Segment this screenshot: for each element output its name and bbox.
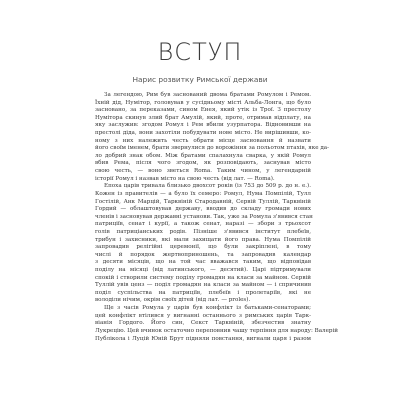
- text-line: трибун і захисники, які мали захищати його права. Нума Помпілій: [95, 236, 311, 243]
- text-line: голів патриціанських родів. Пізніше з'явився інститут плебеїв,: [95, 228, 311, 235]
- text-line: членів і засновував державні установи. Так, уже за Ромула з'явився стан: [95, 213, 313, 220]
- text-line: Їхній дід, Нумітор, головував у сусідньому місті Альба-Лонга, що було: [95, 99, 311, 106]
- body-text: [95, 92, 339, 343]
- text-line: Лукрецію. Цей вчинок остаточно переповнив чашу терпіння для народу: Валерій: [95, 327, 339, 334]
- text-line: засновано, за переказами, сином Енея, який утік із Трої. З престолу: [95, 107, 311, 114]
- text-line: Гостілій, Анк Марцій, Тарквіній Стародавній, Сервій Туллій, Тарквіній: [95, 198, 311, 205]
- text-line: поділ суспільства на патриціїв, плебеїв і пролетаріїв, які не: [95, 289, 311, 296]
- text-line: Ще з часів Ромула у царів був конфлікт із батьками-сенаторами;: [104, 305, 311, 312]
- text-line: запровадив релігійні церемонії, що були закріплені, в тому: [95, 244, 311, 251]
- text-line: За легендою, Рим був заснований двома братами Ромулом і Ремом.: [104, 92, 311, 98]
- text-line: Гордий — облаштовував державу, вводив до складу громади нових: [95, 206, 311, 213]
- text-line: ло добрий знак обом. Між братами спалахнула сварка, у якій Ромул: [95, 152, 311, 159]
- text-line: володіли нічим, окрім своїх дітей (від лат. — proles).: [95, 297, 251, 304]
- text-line: Публікола і Луцій Юній Брут підняли повстання, вигнали царя і разом: [95, 335, 311, 342]
- text-line: числі й порядок жертвоприношень, та запровадив календар: [95, 251, 311, 258]
- paragraph-1: [95, 92, 330, 183]
- text-line: патриціїв, сенат і курії, а також сенат, наразі — збори з трьохсот: [95, 221, 311, 228]
- text-line: престолі діда, вони захотіли побудувати нове місто. Не вирішивши, ко-: [95, 130, 311, 137]
- text-line: історії Ромул і назвав місто на свою честь (від лат. — Roma).: [95, 175, 275, 182]
- text-line: яку заслужив: згодом Ромул і Рем вбили узурпатора. Відновивши на: [95, 122, 311, 129]
- text-line: з десяти місяців, що на той час вважався таким, що відповідав: [95, 259, 311, 266]
- text-line: поділу на місяці (від латинського, — десятий). Царі підтримували: [95, 267, 311, 274]
- chapter-title: ВСТУП: [157, 38, 243, 66]
- text-line: його своїм іменем, брати звернулися до ворожіння за польотом птахів, яке да-: [95, 145, 330, 152]
- paragraph-2: [95, 183, 311, 305]
- text-line: спокій і створили систему поділу громадян на класи за майном. Сервій: [95, 274, 311, 281]
- text-line: Епоха царів тривала близько двохсот років (із 753 до 509 р. до н. е.).: [104, 183, 311, 190]
- text-line: Кожен із правителів — а було їх семеро: Ромул, Нума Помпілій, Тулл: [95, 190, 311, 197]
- text-line: Туллій увів ценз — поділ громадян на класи за майном — і спричинив: [95, 282, 311, 289]
- text-line: свою честь, — воно зветься Roma. Таким чином, у легендарній: [95, 168, 311, 175]
- chapter-subtitle: Нарис розвитку Римської держави: [132, 75, 268, 84]
- text-line: цей конфлікт втілився у вигнанні останнього з римських царів Тарк-: [95, 312, 311, 319]
- text-line: Нумітора скинув злий брат Амулій, який, проте, отримав відплату, на: [95, 114, 311, 121]
- text-line: вбив Рема, після чого згодом, як розповідають, заснував місто: [95, 160, 311, 167]
- paragraph-3: [95, 305, 339, 343]
- text-line: ному з них належить честь обрати місце засновання й назвати: [95, 137, 311, 144]
- text-line: віанія Гордого. Його син, Секст Тарквіній, збезчестив знатну: [95, 320, 311, 327]
